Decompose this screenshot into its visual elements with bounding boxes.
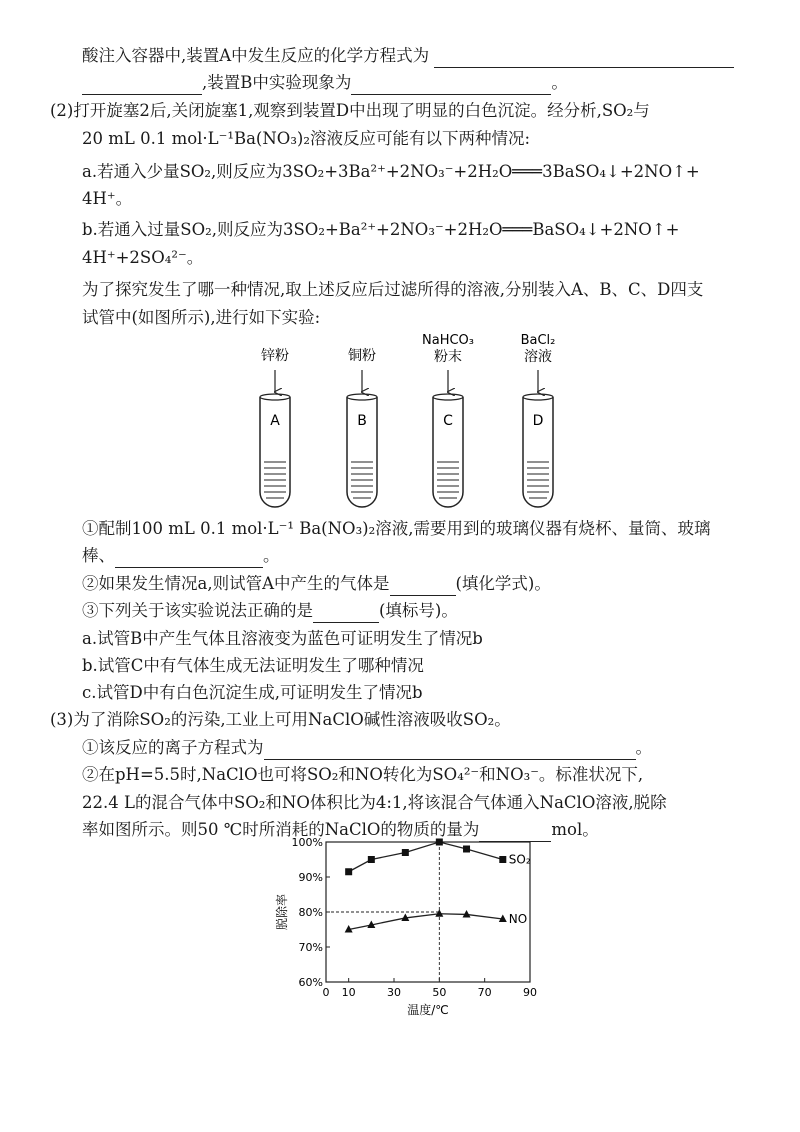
reference-lines: [326, 842, 439, 982]
sub1-text: 棒、: [82, 546, 115, 565]
q2-intro-line1: (2)打开旋塞2后,关闭旋塞1,观察到装置D中出现了明显的白色沉淀。经分析,SO₂与: [50, 101, 650, 120]
x-tick-label: 0: [322, 986, 330, 999]
sub3-text: ③下列关于该实验说法正确的是: [82, 601, 313, 620]
x-tick-label: 90: [523, 986, 537, 999]
answer-blank[interactable]: [115, 549, 263, 568]
so2-point: [436, 839, 443, 846]
sub2-tail: (填化学式)。: [455, 574, 551, 593]
x-tick-label: 50: [432, 986, 447, 999]
sub3-line: [82, 599, 458, 623]
sub2-line: [82, 572, 551, 596]
unit: mol。: [551, 820, 599, 839]
answer-blank[interactable]: [351, 76, 551, 95]
answer-blank[interactable]: [390, 577, 456, 596]
q3-sub1: [82, 736, 652, 760]
case-a-line2: 4H⁺。: [82, 189, 133, 208]
test-tube-diagram: [0, 330, 800, 515]
x-tick-label: 70: [477, 986, 492, 999]
tube-a-reagent: 锌粉: [261, 348, 289, 364]
tube-a-label: A: [270, 413, 280, 429]
sub3-tail: (填标号)。: [379, 601, 458, 620]
punct: 。: [263, 546, 280, 565]
tube-c-reagent: NaHCO₃: [422, 333, 474, 348]
tube-c: [422, 333, 474, 507]
tube-c-label: C: [443, 413, 453, 429]
case-a-line1: a.若通入少量SO₂,则反应为3SO₂+3Ba²⁺+2NO₃⁻+2H₂O═══3BaSO₄↓+2NO↑+: [82, 162, 700, 181]
option-a: a.试管B中产生气体且溶液变为蓝色可证明发生了情况b: [82, 629, 483, 648]
x-axis-label: 温度/℃: [407, 1003, 449, 1017]
tube-b-label: B: [357, 413, 367, 429]
y-tick-label: 90%: [298, 871, 323, 884]
punct: 。: [551, 73, 568, 92]
q1-line1-text: 酸注入容器中,装置A中发生反应的化学方程式为: [82, 46, 430, 65]
no-point: [435, 909, 443, 917]
q3-sub1-text: ①该反应的离子方程式为: [82, 738, 264, 757]
explore-line1: 为了探究发生了哪一种情况,取上述反应后过滤所得的溶液,分别装入A、B、C、D四支: [82, 280, 704, 299]
q3-sub2-line2: 22.4 L的混合气体中SO₂和NO体积比为4:1,将该混合气体通入NaClO溶液,脱除: [82, 793, 667, 812]
so2-point: [402, 849, 409, 856]
answer-blank[interactable]: [434, 49, 734, 68]
y-tick-label: 70%: [298, 941, 323, 954]
tube-b-reagent: 铜粉: [348, 348, 376, 364]
y-axis-label: 脱除率: [275, 893, 289, 931]
tube-d-label: D: [532, 413, 544, 429]
option-b: b.试管C中有气体生成无法证明发生了哪种情况: [82, 656, 424, 675]
q3-sub2-text: 率如图所示。则50 ℃时所消耗的NaClO的物质的量为: [82, 820, 480, 839]
explore-line2: 试管中(如图所示),进行如下实验:: [82, 308, 321, 327]
series-label: NO: [508, 912, 528, 926]
answer-blank[interactable]: [313, 604, 379, 623]
removal-rate-chart: [270, 812, 540, 1032]
q1-line1: [82, 44, 734, 68]
y-tick-label: 80%: [298, 906, 323, 919]
x-tick-label: 10: [341, 986, 356, 999]
y-tick-label: 100%: [291, 836, 323, 849]
q3-sub2-line1: ②在pH=5.5时,NaClO也可将SO₂和NO转化为SO₄²⁻和NO₃⁻。标准状况下,: [82, 765, 644, 784]
series-label: SO₂: [508, 852, 531, 867]
so2-point: [463, 846, 470, 853]
x-axis-ticks: [323, 978, 538, 999]
sub1-line2: [82, 544, 280, 568]
tube-b: [347, 347, 377, 507]
so2-point: [368, 856, 375, 863]
tube-c-reagent-2: 粉末: [434, 349, 462, 365]
tube-d-reagent-2: 溶液: [524, 349, 552, 365]
option-c: c.试管D中有白色沉淀生成,可证明发生了情况b: [82, 683, 423, 702]
tube-a: [260, 347, 290, 507]
x-tick-label: 30: [387, 986, 401, 999]
y-tick-label: 60%: [298, 976, 323, 989]
answer-blank[interactable]: [264, 741, 636, 760]
q1-line2: [82, 71, 568, 95]
sub2-text: ②如果发生情况a,则试管A中产生的气体是: [82, 574, 390, 593]
no-point: [463, 910, 471, 918]
tube-d: [521, 333, 556, 507]
so2-point: [499, 856, 506, 863]
data-series: [345, 839, 531, 933]
q1-line2-text: ,装置B中实验现象为: [202, 73, 352, 92]
y-axis-ticks: [292, 836, 330, 989]
q3-intro: (3)为了消除SO₂的污染,工业上可用NaClO碱性溶液吸收SO₂。: [50, 710, 511, 729]
case-b-line1: b.若通入过量SO₂,则反应为3SO₂+Ba²⁺+2NO₃⁻+2H₂O═══BaSO₄↓+2NO↑+: [82, 220, 680, 239]
sub1-line1: ①配制100 mL 0.1 mol·L⁻¹ Ba(NO₃)₂溶液,需要用到的玻璃仪器有烧杯、量筒、玻璃: [82, 519, 711, 538]
q2-intro-line2: 20 mL 0.1 mol·L⁻¹Ba(NO₃)₂溶液反应可能有以下两种情况:: [82, 129, 531, 148]
case-b-line2: 4H⁺+2SO₄²⁻。: [82, 248, 204, 267]
punct: 。: [635, 738, 652, 757]
answer-blank[interactable]: [82, 76, 202, 95]
tube-d-reagent: BaCl₂: [520, 333, 556, 348]
so2-point: [345, 868, 352, 875]
